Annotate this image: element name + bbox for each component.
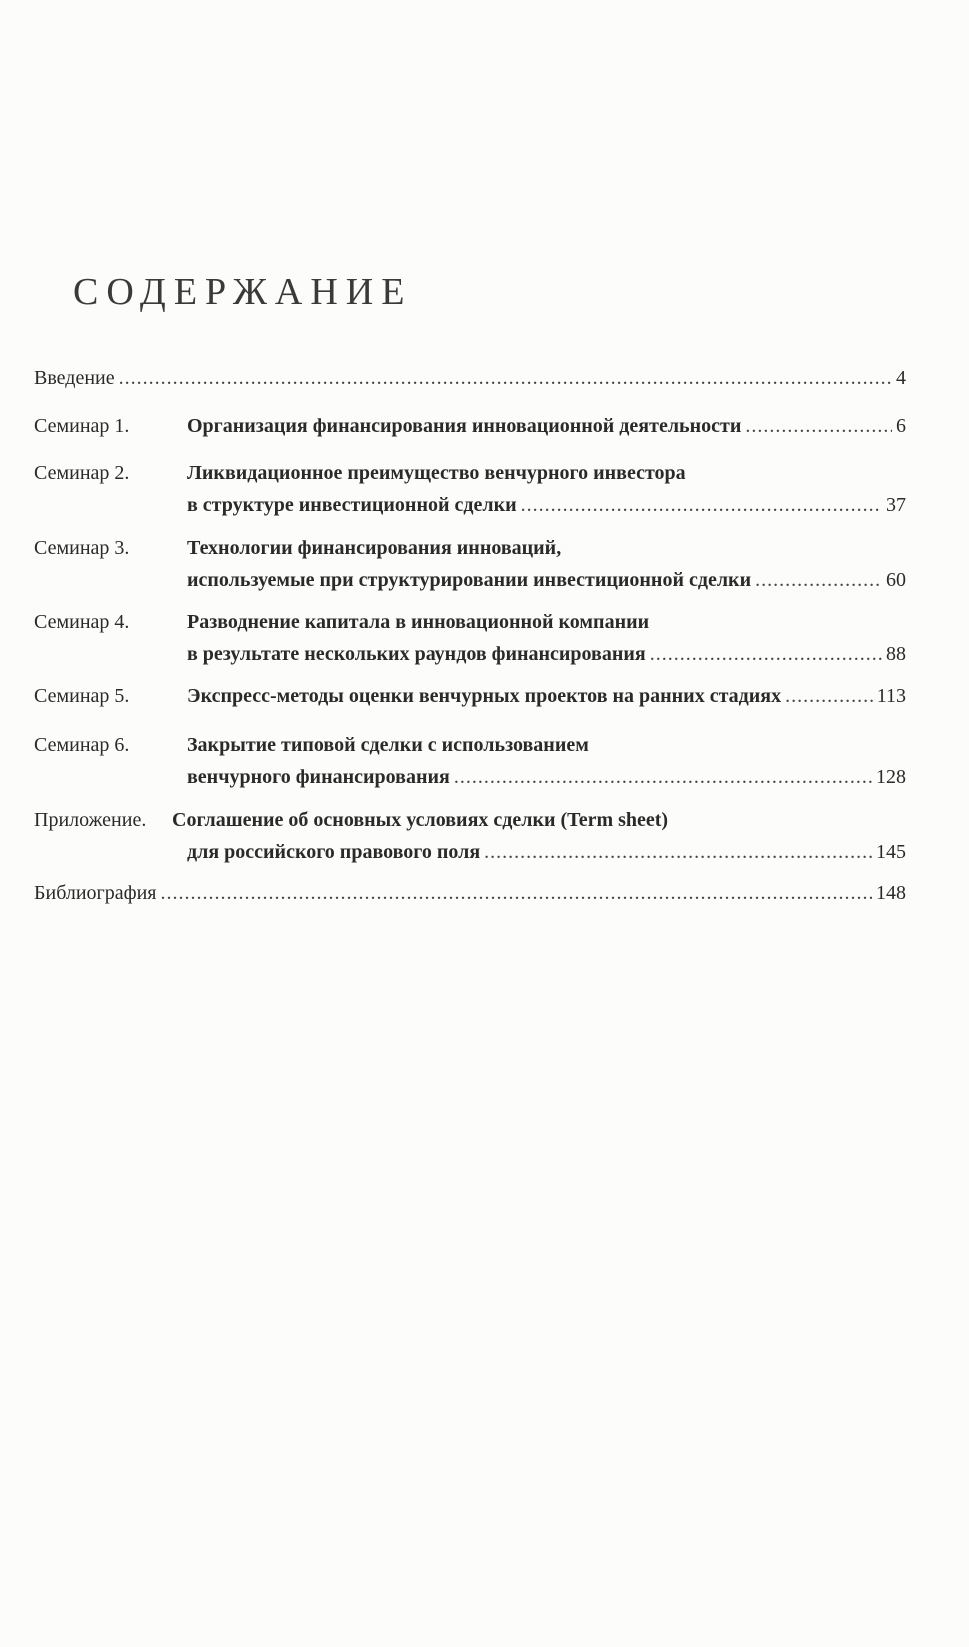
dot-leader bbox=[521, 489, 882, 521]
toc-entry-label: Семинар 1. bbox=[34, 415, 130, 437]
toc-page-number: 145 bbox=[876, 841, 906, 863]
dot-leader bbox=[745, 410, 892, 442]
toc-entry-title: венчурного финансирования bbox=[187, 766, 450, 788]
toc-entry-title: для российского правового поля bbox=[187, 841, 481, 863]
toc-entry-title: Технологии финансирования инноваций, bbox=[187, 537, 562, 559]
dot-leader bbox=[650, 638, 882, 670]
toc-entry-title: Экспресс-методы оценки венчурных проектов на ранних стадиях bbox=[187, 685, 782, 707]
toc-entry-title: Разводнение капитала в инновационной компании bbox=[187, 611, 650, 633]
toc-page-number: 60 bbox=[886, 569, 906, 591]
toc-entry-seminar-4[interactable] bbox=[34, 606, 906, 670]
dot-leader bbox=[755, 564, 882, 596]
toc-entry-introduction[interactable] bbox=[34, 362, 906, 394]
toc-entry-label: Приложение. bbox=[34, 809, 147, 831]
dot-leader bbox=[484, 836, 872, 868]
toc-entry-title: Закрытие типовой сделки с использованием bbox=[187, 734, 589, 756]
toc-entry-seminar-3[interactable] bbox=[34, 532, 906, 596]
toc-entry-seminar-6[interactable] bbox=[34, 729, 906, 793]
dot-leader bbox=[785, 680, 873, 712]
toc-entry-appendix[interactable] bbox=[34, 804, 906, 868]
toc-entry-label: Семинар 4. bbox=[34, 611, 130, 633]
toc-entry-title: Ликвидационное преимущество венчурного инвестора bbox=[187, 462, 686, 484]
dot-leader bbox=[161, 877, 873, 909]
toc-entry-title: Соглашение об основных условиях сделки (Term sheet) bbox=[172, 809, 669, 831]
toc-entry-label: Библиография bbox=[34, 882, 157, 904]
toc-page-number: 148 bbox=[876, 882, 906, 904]
toc-entry-label: Семинар 5. bbox=[34, 685, 130, 707]
page-title: СОДЕРЖАНИЕ bbox=[73, 271, 413, 313]
toc-entry-seminar-1[interactable] bbox=[34, 410, 906, 442]
toc-page-number: 6 bbox=[896, 415, 906, 437]
toc-entry-label: Введение bbox=[34, 367, 115, 389]
toc-entry-bibliography[interactable] bbox=[34, 877, 906, 909]
toc-page-number: 4 bbox=[896, 367, 906, 389]
toc-page-number: 113 bbox=[876, 685, 906, 707]
toc-page-number: 128 bbox=[876, 766, 906, 788]
toc-entry-seminar-2[interactable] bbox=[34, 457, 906, 521]
toc-entry-title: используемые при структурировании инвестиционной сделки bbox=[187, 569, 752, 591]
toc-entry-title: в результате нескольких раундов финансирования bbox=[187, 643, 646, 665]
toc-entry-seminar-5[interactable] bbox=[34, 680, 906, 712]
toc-entry-title: Организация финансирования инновационной деятельности bbox=[187, 415, 742, 437]
dot-leader bbox=[454, 761, 872, 793]
toc-page-number: 37 bbox=[886, 494, 906, 516]
dot-leader bbox=[119, 362, 892, 394]
toc-entry-label: Семинар 6. bbox=[34, 734, 130, 756]
toc-entry-label: Семинар 2. bbox=[34, 462, 130, 484]
toc-page-number: 88 bbox=[886, 643, 906, 665]
toc-entry-label: Семинар 3. bbox=[34, 537, 130, 559]
toc-entry-title: в структуре инвестиционной сделки bbox=[187, 494, 517, 516]
